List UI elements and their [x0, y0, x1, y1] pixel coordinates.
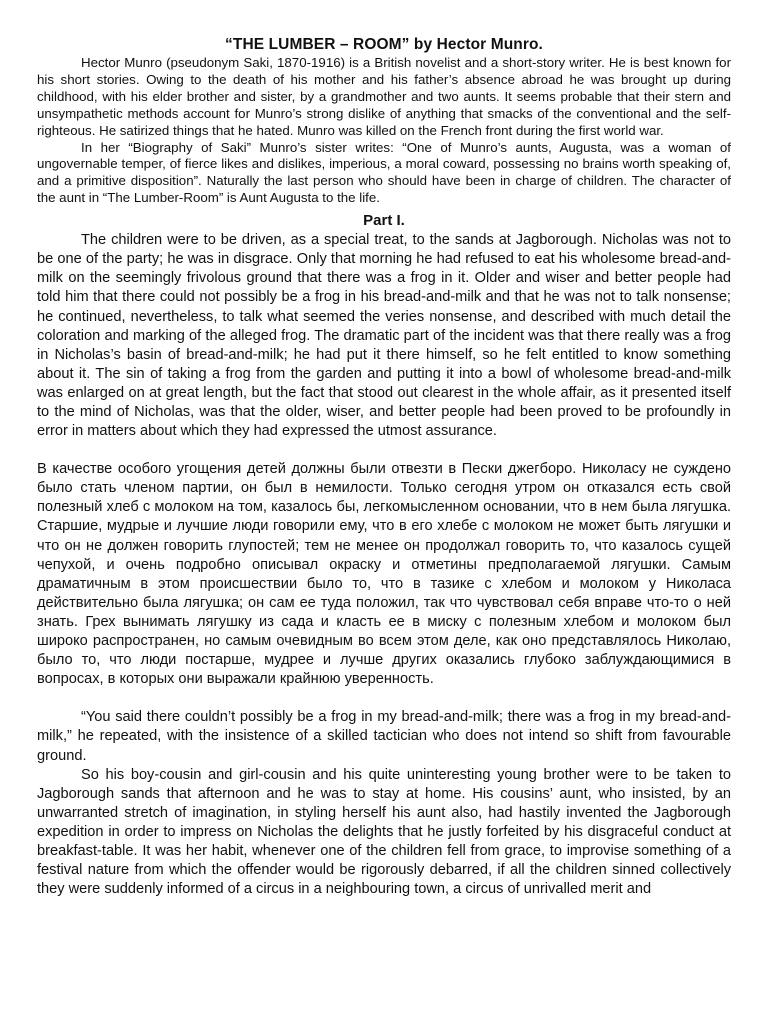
part-heading: Part I. — [363, 212, 405, 230]
author-biography — [37, 55, 731, 207]
biography-paragraph: In her “Biography of Saki” Munro’s sister writes: “One of Munro’s aunts, Augusta, was a woman of ungovernable temper, of fierce likes and dislikes, imperious, a moral coward, possessing no brains worth speaking of, and a primitive disposition”. Naturally the last person who should have been in charge of children. The character of the aunt in “The Lumber-Room” is Aunt Augusta to the life. — [37, 139, 731, 206]
biography-paragraph: Hector Munro (pseudonym Saki, 1870-1916) is a British novelist and a short-story writer. He is best known for his short stories. Owing to the death of his mother and his father’s absence abroad he was brought up during childhood, with his elder brother and sister, by a grandmother and two aunts. It seems probable that their stern and unsympathetic methods account for Munro’s strong dislike of anything that smacks of the conventional and the self-righteous. He satirized things that he hated. Munro was killed on the French front during the first world war. — [37, 55, 731, 138]
story-paragraph-english: The children were to be driven, as a special treat, to the sands at Jagborough. Nicholas was not to be one of the party; he was in disgrace. Only that morning he had refused to eat his wholesome bread-and-milk on the seemingly frivolous ground that there was a frog in it. Older and wiser and better people had told him that there could not possibly be a frog in his bread-and-milk and that he was not to talk nonsense; he continued, nevertheless, to talk what seemed the veries nonsense, and described with much detail the coloration and marking of the alleged frog. The dramatic part of the incident was that there really was a frog in Nicholas’s basin of bread-and-milk; he had put it there himself, so he felt entitled to know something about it. The sin of taking a frog from the garden and putting it into a bowl of wholesome bread-and-milk was enlarged on at great length, but the fact that stood out clearest in the whole affair, as it presented itself to the mind of Nicholas, was that the older, wiser, and better people had been proved to be profoundly in error in matters about which they had expressed the utmost assurance. — [37, 232, 731, 440]
story-paragraph-english: So his boy-cousin and girl-cousin and his quite uninteresting young brother were to be taken to Jagborough sands that afternoon and he was to stay at home. His cousins’ aunt, who insisted, by an unwarranted stretch of imagination, in styling herself his aunt also, had hastily invented the Jagborough expedition in order to impress on Nicholas the delights that he justly forfeited by his disgraceful conduct at breakfast-table. It was her habit, whenever one of the children fell from grace, to improvise something of a festival nature from which the offender would be rigorously debarred, if all the children sinned collectively they were suddenly informed of a circus in a neighbouring town, a circus of unrivalled merit and — [37, 766, 731, 898]
story-paragraph-english: “You said there couldn’t possibly be a frog in my bread-and-milk; there was a frog in my bread-and-milk,” he repeated, with the insistence of a skilled tactician who does not intend so shift from favourable ground. — [37, 709, 731, 764]
paragraph-spacer — [37, 689, 731, 708]
story-paragraph-russian: В качестве особого угощения детей должны были отвезти в Пески джегборо. Николасу не суждено было стать членом партии, он был в немилости. Только сегодня утром он отказался есть свой полезный хлеб с молоком на том, казалось бы, легкомысленном основании, что в нем была лягушка. Старшие, мудрые и лучшие люди говорили ему, что в его хлебе с молоком не может быть лягушки и что он не должен говорить глупостей; тем не менее он продолжал говорить то, что казалось сущей чепухой, и очень подробно описывал окраску и отметины предполагаемой лягушки. Самым драматичным в этом происшествии было то, что в тазике с хлебом и молоком у Николаса действительно была лягушка; он сам ее туда положил, так что чувствовал себя вправе что-то о ней знать. Грех вынимать лягушку из сада и класть ее в миску с полезным хлебом и молоком был широко распространен, но самым очевидным во всем этом деле, как оно представлялось Николаю, было то, что люди постарше, мудрее и лучше других оказались глубоко заблуждающимися в вопросах, в которых они выражали крайнюю уверенность. — [37, 461, 731, 688]
paragraph-spacer — [37, 441, 731, 460]
document-title: “THE LUMBER – ROOM” by Hector Munro. — [225, 36, 543, 53]
document-page — [37, 36, 731, 899]
story-text — [37, 231, 731, 899]
